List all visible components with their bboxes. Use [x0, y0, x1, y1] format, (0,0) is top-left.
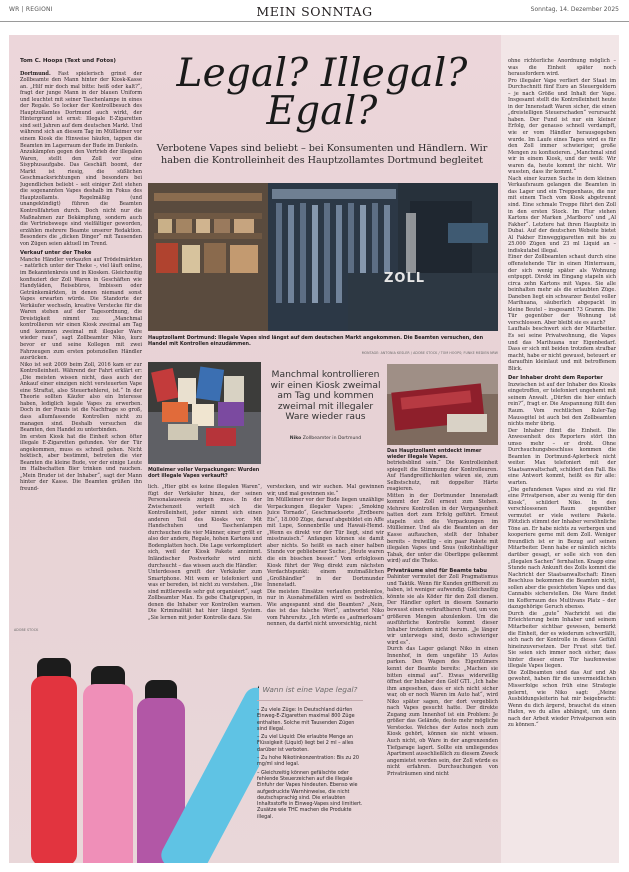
paragraph: Durch das Lager gelangt Niko in einen Innenhof, in dem ungefähr 15 Autos parken. Den Wagen des Eigentümers kennt der Beamte bereits: „Machen sie bitten einmal auf“. Etwas widerwillig öffnet der Inhaber den Golf GTI. „Ich habe ihm angesehen, dass er sich nicht sicher war, ob er noch Waren im Auto hat“, wird Niko später sagen, der dort vergeblich nach Vapes gesucht hatte. Der direkte Zugang zum Innenhof ist ein Problem: Je größer das Gelände, desto mehr mögliche Verstecke. Welches der Autos noch zum Kiosk gehört, können sie nicht wissen. Auch nicht, ob Ware in der angrenzenden Tiefgarage lagert. Sollte ein umliegendes Apartment ausschließlich zu diesem Zweck angemietet worden sein, der Zoll würde es nicht erfahren. Durchsuchungen von Privaträumen sind nicht	[387, 646, 498, 777]
paragraph: Laufhals beschwert sich der Mitarbeiter. Es sei seine Privatwohnung, die Vapes und das Marihuana nur Eigenbedarf. Dass er sich mit beiden trotzdem strafbar macht, habe er nicht gewusst, beteuert er daraufhin kleinlaut und mit betroffenem Blick.	[508, 326, 616, 372]
paragraph: Im ersten Kiosk hat die Einheit schon öfter illegale E-Zigaretten gefunden. Vor der Tür angekommen, muss es schnell gehen. Nicht hektisch, aber bestimmt, betreten die vier Beamten die kleine Bude, vor der einige Leute im Halbschatten Bier trinken und rauchen. „Mein Bruder ist der Inhaber“, sagt der Mann hinter der Kasse. Die Beamten grüßen ihn freund-	[20, 433, 142, 492]
seized-vapes-photo	[387, 364, 498, 445]
info-item: – Zu viele Züge: In Deutschland dürfen Einweg-E-Zigaretten maximal 800 Züge enthalten. Solche mit Tausenden Zügen sind illegal.	[257, 707, 355, 732]
paragraph: Im Müllleimer vor der Bude liegen unzählige Verpackungen illegaler Vapes: „Smoking Juice Tornado“, Geschmacksorte „Erdbeere Eis“, 18.000 Züge, darauf abgebildet ein Affe mit Lupe, Sonnenbrille und Hawaii-Hemd. „Wenn es direkt vor der Tür liegt, sind wir misstrauisch.“ Anfangen können sie damit aber nichts. So heißt es nach einer halben Stunde vor gebliebener Suche: „Heute waren die ein bisschen besser.“ Vom erfolglosen Kiosk führt der Weg direkt zum nächsten Verdachtspunkt: einem mutmaßlichen „Großhändler“ in der Dortmunder Innenstadt.	[267, 497, 384, 589]
paragraph: Mitten in der Dortmunder Innenstadt kommt der Zoll erneut zum Stehen. Mehrere Kontrollen in der Vergangenheit hatten dort zum Erfolg geführt. Erneut stapeln sich die Verpackungen im Müllleimer. Und als die Beamten an der Kasse auftauchen, stellt der Inhaber bereits – freiwillig – ein paar Pakete mit illegalen Vapes und Snus (nikotinhaltiger Tabak, der unter die Oberlippe gelkemmt wird) auf die Theke.	[387, 492, 498, 565]
article-column-4	[387, 460, 498, 863]
paragraph: Niko ist seit 2009 beim Zoll, 2016 kam er zur Kontrolleinheit. Während der Fahrt erklärt er: „Die meisten wissen nicht, dass auch der Ankauf einer einzigen nicht versteuerten Vape eine Straftat, also Steuerhehlerei, ist.“ In der Theorie sollten Käufer also ein Interesse haben, lediglich legale Vapes zu erwerben. Doch in der Praxis ist die Nachfrage so groß, dass allumfassende Kontrollen nicht zu managen sind. Deshalb versuchen die Beamten, den Handel zu unterbinden.	[20, 361, 142, 434]
paragraph-text: Fast spielerisch grinst der Zollbeamte den Mann hinter der Kiosk-Kasse an. „Hilf mir doch mal bitte: heiß oder kalt?“, fragt der junge Mann in der blauen Uniform und leuchtet mit seiner Taschenlampe in eines der Regale. So locker der Kontrollbesuch des Hauptzollamtes Dortmund auch wirkt, der Hintergrund ist ernst: Illegale E-Zigaretten sind seit Jahren auf dem deutschen Markt. Und während sich an diesem Tag im Müllleimer vor einem Kiosk die Hinweise häufen, tappen die Beamten im Lagerraum der Bude im Dunkeln.	[20, 70, 142, 149]
info-item: – Gleichzeitig können gefälschte oder fehlende Steuerzeichen auf die illegale Einfuhr der Vapes hindeuten. Ebenso wie aufgedruckte Warnhinweise, die nicht deutschsprachig sind. Die erlaubten Inhaltsstoffe in Einweg-Vapes sind limitiert. Zusätze wie THC machen die Produkte illegal.	[257, 769, 363, 820]
paragraph: betriebsblind sein.“ Die Kontrolleinheit spiegelt die Stimmung der Kontrolleuren. Auf Handgreiflichkeiten wären sie, zum Selbstschutz, mit doppelter Härte reagieren.	[387, 460, 498, 493]
paragraph: lich. „Hier gibt es keine illegalen Waren“, fügt der Verkäufer hinzu, der seinen Personalausweis zeigen muss. In der Zwischenzeit verteilt sich die Kontrolleinheit, jeder nimmt sich einen anderen Teil des Kiosks vor. Mit Handschuhen und Taschenlampen durchsuchen die vier Männer, einer grölt er also der andere, Regale, hohen Kartons und Bodenplatten hoch. Die Lage verkompliziert sich, weil der Kiosk Pakete annimmt. Inländischer Postverkehr wird nicht durchsucht – das wissen auch die Händler.	[148, 484, 262, 569]
paragraph: Einer der Zollbeamten schaut durch eine offenstehende Tür in einen Hinterraum, der sich wenig später als Wohnung entpuppt. Direkt im Eingang stapeln sich circa zehn Kartons mit Vapes. Sie alle beinhalten mehr als die erlaubten Züge. Daneben liegt ein schwarzer Beutel voller Marihuana, säuberlich abgepackt in kleine Beutel – insgesamt 73 Gramm. Die Tür gegenüber der Wohnung ist verschlossen. Aber bleibt sie es auch?	[508, 254, 616, 326]
paragraph: Nach einer kurzen Suche in dem kleinen Verkaufsraum gelangen die Beamten in das Lager und ein Treppenhaus, die nur mit einem Tisch vom Kiosk abgetrennt sind. Eine schmale Treppe führt den Zoll in den ersten Stock. Im Flur stehen Kartons der Marken „Marlboro“ und „Al Fakher“. Letztere hat ihren Hauptsitz in Dubai. Auf der deutschen Website bietet Al Fakher Einweggigaretten mit bis zu 25.000 Zügen und 23 ml Liquid an – indiskutabel illegal.	[508, 175, 616, 254]
paragraph: „Die gefundenen Vapes sind zu viel für eine Privatperson, aber zu wenig für den Kiosk“, schildert Niko. In den verschlossenen Raum gegenüber vermutet er viele weitere Pakete. Plötzlich stimmt der Inhaber versöhnliche Töne an. Er habe nichts zu verbergen und kooperiere gerne mit dem Zoll. Weniger freundlich ist er in Bezug auf seinen Mitarbeiter. Denn habe er nämlich nichts darüber gesagt, er solle sich von den „illegalen Sachen“ fernhalten. Knapp eine Stunde nach Ankunft des Zolls kommt die Nachricht der Staatsanwaltschaft: Einen Beschluss bekommen die Beamten nicht, sollen aber die gesichteten Vapes und das Cannabis sicherstellen. Die Ware findet im Kofferraum des Multivans Platz – der dazugehörige Geruch ebenso.	[508, 486, 616, 611]
paragraph: Pro illegaler Vape verliert der Staat im Durchschnitt fünf Euro an Steuergeldern – je nach Größe und Inhalt der Vape. Insgesamt stellt die Kontrolleinheit heute in der Innenstadt Waren sicher, die einen „dreistelligen Steuerschaden“ verursacht haben. Der Fund ist nur ein kleiner Erfolg, der genauso schnell verdampft, wie er vom Händler herausgegeben wurde. Im Laufe eines Tages wird es für den Zoll immer schwieriger, große Mengen zu konfiszieren. „Manchmal sind wir in einem Kiosk, und der weiß: Wir waren da, heute kommt ihr nicht. Wir wussten, dass ihr kommt.“	[508, 77, 616, 176]
vape-red	[31, 658, 77, 863]
main-photo	[148, 183, 498, 331]
kiosk-shelf-photo	[148, 183, 498, 331]
page-header	[0, 0, 629, 22]
customs-sign: ZOLL	[384, 271, 426, 286]
article-column-1	[20, 58, 142, 626]
bin-photo	[148, 362, 261, 464]
paragraph: Die meisten Einsätze verlaufen problemlos, nur in Ausnahmefällen wird es bedrohlich. Wie angespannt sind die Beamten? „Nein, das ist das falsche Wort“, antwortet Niko vom Fahrersitz. „Ich würde es „aufmerksam“ nennen, du darfst nicht unvorsichtig, nicht	[267, 588, 384, 628]
info-item: – Zu hohe Nikotinkonzentration: Bis zu 20 mg/ml sind legal.	[257, 755, 359, 768]
subheadline: Verbotene Vapes sind beliebt – bei Konsumenten und Händlern. Wir haben die Kontrolleinheit des Hauptzollamtes Dortmund begleitet	[156, 143, 488, 166]
main-photo-caption: Hauptzollamt Dortmund: Illegale Vapes sind längst auf dem deutschen Markt angekommen. Die Beamten versuchen, den Handel mit Kontrollen einzudämmen.	[148, 335, 484, 347]
pull-quote: Manchmal kontrollieren wir einen Kiosk zweimal am Tag und kommen zweimal mit illegaler Ware wieder raus	[270, 369, 381, 423]
dateline: Dortmund.	[20, 70, 51, 77]
info-box	[257, 685, 363, 863]
vapes-photo-credit: ADOBE STOCK	[14, 628, 39, 632]
paragraph: Der Inhaber filmt die Einheit. Die Anwesenheit des Reporters stört ihn umso mehr – er droht. Ohne Durchsuchungsbeschluss kommen die Beamten in Dortmund-Aplerbeck nicht weiter. Max telefoniert mit der Staatsanwaltschaft, schildert den Fall. Bis eine Antwort kommt, heißt es für alle: warten.	[508, 427, 616, 486]
info-box-title: Wann ist eine Vape legal?	[257, 685, 363, 701]
article-column-3	[267, 484, 384, 682]
paragraph: Dahinter vermutet der Zoll Pragmatismus und Taktik. Wenn für Kunden griffbereit zu haben, ist weniger aufwendig. Gleichzeitig könnte sie als Köder für den Zoll dienen. Der Händler opfert in diesem Szenario bewusst einen verkraftbaren Fund, um von größeren Mengen abzulenken. Um die ausführliche Kontrolle kommt dieser Inhaber trotzdem nicht herum. „Je länger wir unterwegs sind, desto schwieriger wird es“.	[387, 574, 498, 646]
paragraph: verstecken, und wir suchen. Mal gewinnen wir, und mal gewinnen sie.“	[267, 484, 384, 497]
headline-line-1: Legal? Illegal?	[176, 51, 468, 96]
headline	[148, 51, 496, 134]
quote-role: Zollbeamter in Dortmund	[301, 436, 362, 441]
bin-packaging-image	[148, 362, 261, 464]
vapes-illustration	[9, 632, 259, 863]
paragraph: Anzukämpfen gegen den Vertrieb der illegalen Waren, stellt den Zoll vor eine Sisyphusaufgabe. Das Geschäft boomt, der Markt ist riesig, die süßlichen Geschmacksrichtungen sind besonders bei Jugendlichen beliebt – seit einiger Zeit stehen die sogenannten Vapes deshalb im Fokus des Hauptzollamts. Regelmäßig (und unangekündigt) führen die Beamten Kontrollfahrten durch. Doch nicht nur die Maßnahmen zur Bekämpfung, sondern auch die Vertriebswege sind vielfältiger geworden, erzählen mehrere Beamte unserer Redaktion. Besonders die „dicken Dinger“ mit Tausenden von Zügen seien aktuell im Trend.	[20, 149, 142, 247]
paragraph: Manche Händler verkaufen auf Trödelmärkten – natürlich unter der Theke –, viel läuft online, im Bekanntenkreis und in Kiosken. Gleichzeitig konfisziert der Zoll Waren in Geschäften wie Handyläden, Reisebüros, Imbissen oder Getränkemärkten, in denen niemand sonst Vapes erwarten würde. Die Standorte der Verkäufer wechseln, kreative Verstecke für die Waren stehen auf der Tagesordnung, die Dreistigkeit nimmt zu: „Manchmal kontrollieren wir einen Kiosk zweimal am Tag und kommen zweimal mit illegaler Ware wieder raus“, sagt Zollbeamter Niko, kurz bevor er und seine Kollegen mit zwei Fahrzeugen zum ersten potenziellen Händler ausrücken.	[20, 256, 142, 362]
byline: Tom C. Hoops (Text und Fotos)	[20, 58, 116, 64]
paragraph	[20, 71, 142, 150]
info-item: – Zu viel Liquid: Die erlaubte Menge an Flüssigkeit (Liquid) liegt bei 2 ml – alles darüber ist verboten.	[257, 734, 354, 753]
pull-quote-source	[267, 436, 384, 441]
paragraph: ohne richterliche Anordnung möglich – was die Einheit später noch herausfordern wird.	[508, 58, 616, 78]
vape-pink	[83, 666, 133, 863]
subheading: Der Inhaber droht dem Reporter	[508, 375, 603, 382]
quote-name: Niko	[289, 436, 302, 441]
headline-line-2: Egal?	[266, 89, 378, 134]
seized-vapes-caption: Das Hauptzollamt entdeckt immer wieder illegale Vapes.	[387, 448, 482, 460]
main-photo-credit: MONTAGE: ANTONIA KESLER / ADOBE STOCK / TOM HOOPS; FUNKE MEDIEN NRW	[361, 351, 498, 355]
article-column-5	[508, 58, 616, 863]
bin-photo-caption: Mülleimer voller Verpackungen: Wurden dort illegale Vapes verkauft?	[148, 467, 260, 479]
paragraph: Unterdessen greift der Verkäufer zum Smartphone. Mit wem er telefoniert und was er bereden, ist nicht zu verstehen. „Die sind mittlerweile sehr gut organisiert“, sagt Zollbeamter Max. Es gebe Chatgruppen, in denen die Inhaber vor Kontrollen warnen. Die Kriminalität hat hier längst System. „Sie lernen mit jeder Kontrolle dazu. Sie	[148, 569, 262, 621]
paragraph: Durch die „gute“ Nachricht sei die Erleichterung beim Inhaber und seinem Mitarbeiter sichtbar gewesen, bemerkt die Einheit, der es wiederum schwerfällt, sich nach der Kontrolle in dieses Gefühl hineinzuversetzen. Der Frust sitzt tief. Sie seien sich immer noch sicher, dass hinter dieser einen Tür haufenweise illegale Vapes liegen.	[508, 610, 616, 670]
issue-date: Sonntag, 14. Dezember 2025	[530, 6, 619, 13]
subheading: Privaträume sind für Beamte tabu	[387, 567, 487, 574]
brand-label: WR | REGIONI	[9, 6, 53, 13]
article-column-2	[148, 484, 262, 652]
section-title: MEIN SONNTAG	[256, 4, 373, 19]
paragraph: Inzwischen ist auf der Inhaber des Kiosks eingetroffen, er telefoniert ungehemt mit seinem Anwalt. „Dürfen die hier einfach rein?“, fragt er. Die Anspannung füllt den Raum. Vom rechtlichen Kuler-Tag Maussgitel ist auch bei den Zollbeamten nichts mehr übrig.	[508, 381, 616, 428]
seized-vapes-image	[387, 364, 498, 445]
paragraph: Die Zollbeamten sind das Auf und Ab gewohnt, haben für die unvermeidlichen Misserfolge schon früh eine Strategie gelernt, wie Niko sagt: „Meine Ausbildungsleiterin hat mir beigebracht: Wenn du dich ärgerst, brauchst du einen Hafen, wo du alles abhängst, um dann nach der Arbeit wieder Privatperson sein zu können.“	[508, 669, 616, 729]
subheading: Verkauf unter der Theke	[20, 250, 92, 257]
